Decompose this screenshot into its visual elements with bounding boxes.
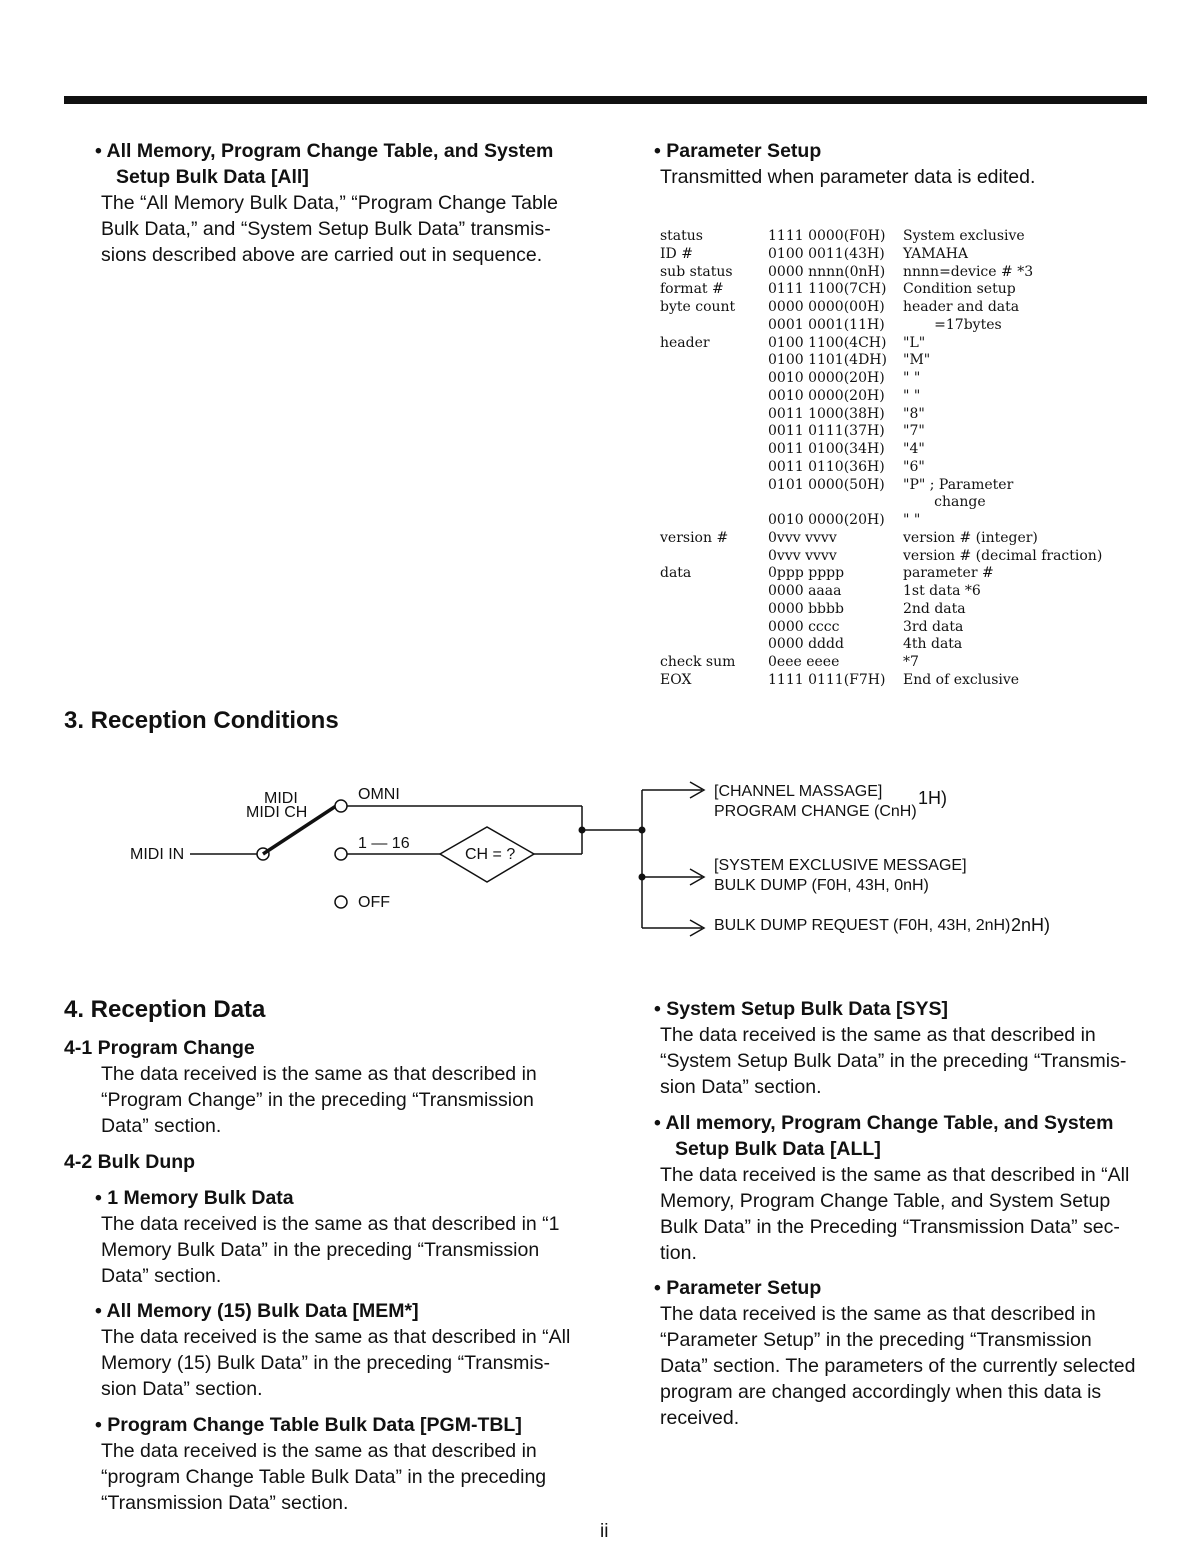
text-line: “Parameter Setup” in the preceding “Transmission [660, 1329, 1092, 1351]
row-desc: "L" [903, 334, 926, 351]
row-desc: =17bytes [903, 316, 1002, 333]
row-desc: nnnn=device # *3 [903, 263, 1034, 280]
row-bits: 0011 0111(37H) [768, 423, 885, 440]
section-4-title: 4. Reception Data [64, 996, 266, 1023]
bulk-request-label: BULK DUMP REQUEST (F0H, 43H, 2nH) [714, 917, 1011, 934]
mem1-body [101, 1211, 589, 1289]
row-bits: 0000 aaaa [768, 583, 842, 599]
row-desc: End of exclusive [903, 671, 1020, 688]
text-line: “System Setup Bulk Data” in the preceding “Transmis- [660, 1050, 1127, 1072]
section-3-title: 3. Reception Conditions [64, 707, 339, 734]
row-label: ID # [660, 245, 693, 262]
midi-label: MIDI [264, 790, 298, 807]
text-line: “Program Change” in the preceding “Transmission [101, 1089, 534, 1111]
row-bits: 0011 0100(34H) [768, 441, 885, 457]
bulk-request-suffix: 2nH) [1011, 915, 1051, 935]
row-desc: parameter # [903, 565, 994, 582]
ch-eq-label: CH = ? [465, 846, 516, 863]
top-rule [64, 96, 1147, 104]
row-label: check sum [660, 654, 736, 670]
row-label: data [660, 565, 692, 582]
row-bits: 0100 0011(43H) [768, 245, 885, 262]
memall-heading: • All Memory (15) Bulk Data [MEM*] [95, 1300, 419, 1322]
row-bits: 0000 bbbb [768, 600, 844, 617]
row-desc: "7" [903, 423, 925, 440]
text-line: Data” section. [101, 1115, 222, 1137]
row-bits: 0111 1100(7CH) [768, 281, 887, 298]
row-bits: 1111 0000(F0H) [768, 228, 886, 244]
program-change-suffix: 1H) [918, 788, 948, 808]
text-line: The data received is the same as that described in [660, 1024, 1096, 1046]
sub-4-1-body [101, 1061, 589, 1139]
row-desc: 4th data [903, 636, 963, 653]
text-line: Bulk Data,” and “System Setup Bulk Data” transmis- [101, 218, 551, 240]
text-line: The data received is the same as that described in “All [660, 1164, 1130, 1186]
midi-in-label: MIDI IN [130, 846, 185, 863]
pgm-body [101, 1438, 589, 1516]
text-line: “program Change Table Bulk Data” in the preceding [101, 1466, 547, 1488]
row-bits: 1111 0111(F7H) [768, 671, 886, 688]
row-label: sub status [660, 263, 733, 280]
row-bits: 0001 0001(11H) [768, 316, 885, 333]
row-desc: Condition setup [903, 281, 1016, 298]
row-desc: 2nd data [903, 600, 966, 617]
row-desc: header and data [903, 299, 1020, 315]
param-setup-heading: • Parameter Setup [654, 140, 822, 162]
text-line: sions described above are carried out in sequence. [101, 244, 543, 266]
row-bits: 0100 1100(4CH) [768, 334, 887, 351]
text-line: Data” section. The parameters of the currently selected [660, 1355, 1136, 1377]
sys-heading: • System Setup Bulk Data [SYS] [654, 998, 948, 1020]
text-line: sion Data” section. [101, 1378, 263, 1400]
row-bits: 0011 1000(38H) [768, 405, 885, 422]
omni-node [335, 800, 347, 812]
memall-body [101, 1324, 589, 1402]
row-bits: 0vvv vvvv [768, 529, 837, 546]
bulk-dump-label: BULK DUMP (F0H, 43H, 0nH) [714, 877, 929, 894]
row-desc: 3rd data [903, 618, 964, 635]
row-bits: 0eee eeee [768, 654, 840, 670]
channel-message-label: [CHANNEL MASSAGE] [714, 783, 883, 800]
text-line: Memory (15) Bulk Data” in the preceding “Transmis- [101, 1352, 551, 1374]
row-bits: 0ppp pppp [768, 565, 845, 582]
sys-body [660, 1022, 1146, 1100]
row-desc: YAMAHA [903, 245, 969, 262]
text-line: Data” section. [101, 1265, 222, 1287]
mem1-heading: • 1 Memory Bulk Data [95, 1187, 294, 1209]
all-body [660, 1162, 1146, 1266]
row-label: header [660, 334, 710, 351]
row-desc: *7 [903, 654, 919, 670]
row-bits: 0000 dddd [768, 636, 844, 653]
row-desc: version # (integer) [903, 529, 1038, 546]
row-desc: " " [903, 512, 921, 528]
text-line: “Transmission Data” section. [101, 1492, 349, 1514]
row-desc: " " [903, 370, 921, 386]
all-bulk-heading: • All Memory, Program Change Table, and System Setup Bulk Data [All] [95, 140, 554, 188]
row-label: status [660, 228, 703, 244]
row-desc: " " [903, 387, 921, 404]
param-setup-body: Transmitted when parameter data is edited. [660, 166, 1036, 188]
sysex-message-label: [SYSTEM EXCLUSIVE MESSAGE] [714, 857, 967, 874]
text-line: The data received is the same as that described in “1 [101, 1213, 560, 1235]
row-bits: 0000 cccc [768, 618, 840, 635]
row-desc: change [903, 494, 986, 511]
row-bits: 0000 0000(00H) [768, 299, 885, 315]
text-line: program are changed accordingly when this data is [660, 1381, 1102, 1403]
all-bulk-body [101, 190, 589, 268]
row-desc: "P" ; Parameter [903, 476, 1014, 493]
sysex-format-table [660, 228, 1170, 698]
param-heading: • Parameter Setup [654, 1277, 822, 1299]
param-body [660, 1301, 1146, 1431]
sub-4-2-title: 4-2 Bulk Dunp [64, 1151, 196, 1173]
sub-4-1-title: 4-1 Program Change [64, 1037, 255, 1059]
row-bits: 0010 0000(20H) [768, 512, 885, 528]
all-heading: • All memory, Program Change Table, and System Setup Bulk Data [ALL] [654, 1112, 1114, 1160]
text-line: Memory, Program Change Table, and System Setup [660, 1190, 1111, 1212]
text-line: The data received is the same as that described in [101, 1440, 537, 1462]
text-line: Bulk Data” in the Preceding “Transmission Data” sec- [660, 1216, 1120, 1238]
text-line: tion. [660, 1242, 697, 1264]
text-line: Memory Bulk Data” in the preceding “Transmission [101, 1239, 540, 1261]
row-bits: 0100 1101(4DH) [768, 352, 887, 369]
row-bits: 0011 0110(36H) [768, 458, 885, 475]
range-label: 1 — 16 [358, 835, 410, 852]
row-label: byte count [660, 299, 736, 315]
off-label: OFF [358, 894, 390, 911]
row-bits: 0000 nnnn(0nH) [768, 263, 886, 280]
program-change-label: PROGRAM CHANGE (CnH) [714, 803, 917, 820]
pgm-heading: • Program Change Table Bulk Data [PGM-TBL] [95, 1414, 522, 1436]
omni-label: OMNI [358, 786, 400, 803]
row-bits: 0vvv vvvv [768, 547, 837, 564]
row-desc: System exclusive [903, 228, 1025, 244]
row-desc: "M" [903, 352, 931, 369]
page-number: ii [600, 1521, 609, 1542]
row-desc: version # (decimal fraction) [903, 547, 1103, 564]
text-line: received. [660, 1407, 740, 1429]
text-line: The data received is the same as that described in [660, 1303, 1096, 1325]
midi-ch-label: MIDI CH [246, 804, 308, 821]
row-label: version # [660, 529, 729, 546]
row-desc: "4" [903, 441, 925, 457]
row-desc: "8" [903, 405, 925, 422]
row-label: EOX [660, 671, 692, 688]
row-bits: 0101 0000(50H) [768, 476, 885, 493]
row-bits: 0010 0000(20H) [768, 370, 885, 386]
text-line: The “All Memory Bulk Data,” “Program Change Table [101, 192, 558, 214]
text-line: sion Data” section. [660, 1076, 822, 1098]
text-line: The data received is the same as that described in [101, 1063, 537, 1085]
row-label: format # [660, 281, 724, 298]
text-line: The data received is the same as that described in “All [101, 1326, 571, 1348]
range-node [335, 848, 347, 860]
off-node [335, 896, 347, 908]
row-desc: 1st data *6 [903, 583, 981, 599]
row-desc: "6" [903, 458, 925, 475]
row-bits: 0010 0000(20H) [768, 387, 885, 404]
